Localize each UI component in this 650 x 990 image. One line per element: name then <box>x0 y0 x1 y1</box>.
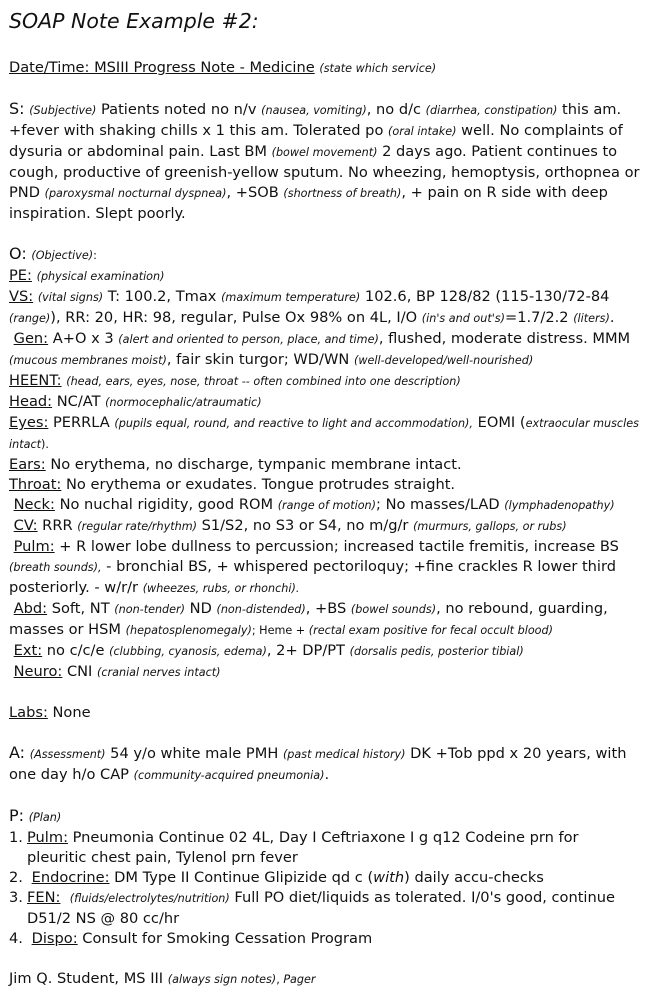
page-title: SOAP Note Example #2: <box>9 9 259 33</box>
signature: Jim Q. Student, MS III (always sign notes), Pager <box>9 970 316 987</box>
ears-exam: Ears: No erythema, no discharge, tympanic membrane intact. <box>9 456 462 473</box>
head-exam: Head: NC/AT (normocephalic/atraumatic) <box>9 393 262 410</box>
header-note: (state which service) <box>319 62 437 75</box>
assessment-letter: A: <box>9 743 26 762</box>
neck-exam: Neck: No nuchal rigidity, good ROM (range of motion); No masses/LAD (lymphadenopathy) <box>13 496 615 513</box>
plan-item-pulm: 1. Pulm: Pneumonia Continue 02 4L, Day I Ceftriaxone I g q12 Codeine prn for pleuritic chest pain, Tylenol prn fever <box>9 829 579 866</box>
date-time-label: Date/Time: MSIII Progress Note - Medicine <box>9 59 315 76</box>
objective-letter: O: <box>9 244 27 263</box>
heent-line: HEENT: (head, ears, eyes, nose, throat -- often combined into one description) <box>9 372 461 389</box>
pe-line: PE: (physical examination) <box>9 267 165 284</box>
objective-section: O: (Objective): PE: (physical examination) VS: (vital signs) T: 100.2, Tmax (maximum temperature) 102.6, BP 128/82 (115-130/72-84 (range)), RR: 20, HR: 98, regular, Pulse Ox 98% on 4L, I/O (in's and out's)=1.7/2.2 (liters). Gen: A+O x 3 (alert and oriented to person, place, and time), flushed, moderate distress. MMM (mucous membranes moist), fair skin turgor; WD/WN (well-developed/well-nourished) HEENT: (head, ears, eyes, nose, throat -- often combined into one description) Head: NC/AT (normocephalic/atraumatic) Eyes: PERRLA (pupils equal, round, and reactive to light and accommodation), EOMI (extraocular muscles intact). Ears: No erythema, no discharge, tympanic membrane intact. Throat: No erythema or exudates. Tongue protrudes straight. Neck: No nuchal rigidity, good ROM (range of motion); No masses/LAD (lymphadenopathy) CV: RRR (regular rate/rhythm) S1/S2, no S3 or S4, no m/g/r (murmurs, gallops, or rubs) Pulm: + R lower lobe dullness to percussion; increased tactile fremitis, increase BS (breath sounds), - bronchial BS, + whispered pectoriloquy; +fine crackles R lower third posteriorly. - w/r/r (wheezes, rubs, or rhonchi). Abd: Soft, NT (non-tender) ND (non-distended), +BS (bowel sounds), no rebound, guarding, masses or HSM (hepatosplenomegaly); Heme + (rectal exam positive for fecal occult blood) Ext: no c/c/e (clubbing, cyanosis, edema), 2+ DP/PT (dorsalis pedis, posterior tibial) Neuro: CNI (cranial nerves intact) <box>9 244 640 683</box>
plan-item-fen: 3. FEN: (fluids/electrolytes/nutrition) Full PO diet/liquids as tolerated. I/0's good, continue D51/2 NS @ 80 cc/hr <box>9 889 615 927</box>
eyes-exam: Eyes: PERRLA (pupils equal, round, and reactive to light and accommodation), EOMI (extraocular muscles intact). <box>9 414 639 451</box>
plan-item-dispo: 4. Dispo: Consult for Smoking Cessation Program <box>9 930 373 947</box>
throat-exam: Throat: No erythema or exudates. Tongue protrudes straight. <box>9 476 456 493</box>
plan-item-endocrine: 2. Endocrine: DM Type II Continue Glipizide qd c (with) daily accu-checks <box>9 869 544 886</box>
general-exam: Gen: A+O x 3 (alert and oriented to person, place, and time), flushed, moderate distress. MMM (mucous membranes moist), fair skin turgor; WD/WN (well-developed/well-nourished) <box>9 330 631 368</box>
vital-signs: VS: (vital signs) T: 100.2, Tmax (maximum temperature) 102.6, BP 128/82 (115-130/72-84 (range)), RR: 20, HR: 98, regular, Pulse Ox 98% on 4L, I/O (in's and out's)=1.7/2.2 (liters). <box>9 288 615 326</box>
labs-section: Labs: None <box>9 704 91 721</box>
plan-list <box>9 828 640 949</box>
cv-exam: CV: RRR (regular rate/rhythm) S1/S2, no S3 or S4, no m/g/r (murmurs, gallops, or rubs) <box>13 517 567 534</box>
ext-exam: Ext: no c/c/e (clubbing, cyanosis, edema), 2+ DP/PT (dorsalis pedis, posterior tibial) <box>13 642 524 659</box>
assessment-section: A: (Assessment) 54 y/o white male PMH (past medical history) DK +Tob ppd x 20 years, with one day h/o CAP (community-acquired pneumonia). <box>9 743 627 783</box>
subjective-letter: S: <box>9 99 25 118</box>
note-header <box>9 58 640 79</box>
neuro-exam: Neuro: CNI (cranial nerves intact) <box>13 663 221 680</box>
abd-exam: Abd: Soft, NT (non-tender) ND (non-distended), +BS (bowel sounds), no rebound, guarding, masses or HSM (hepatosplenomegaly); Heme + (rectal exam positive for fecal occult blood) <box>9 600 608 638</box>
plan-section: P: (Plan) 1. Pulm: Pneumonia Continue 02 4L, Day I Ceftriaxone I g q12 Codeine prn for pleuritic chest pain, Tylenol prn fever 2. Endocrine: DM Type II Continue Glipizide qd c (with) daily accu-checks 3. FEN: (fluids/electrolytes/nutrition) Full PO diet/liquids as tolerated. I/0's good, continue D51/2 NS @ 80 cc/hr 4. Dispo: Consult for Smoking Cessation Program <box>9 806 640 949</box>
subjective-section: S: (Subjective) Patients noted no n/v (nausea, vomiting), no d/c (diarrhea, constipation) this am. +fever with shaking chills x 1 this am. Tolerated po (oral intake) well. No complaints of dysuria or abdominal pain. Last BM (bowel movement) 2 days ago. Patient continues to cough, productive of greenish-yellow sputum. No wheezing, hemoptysis, orthopnea or PND (paroxysmal nocturnal dyspnea), +SOB (shortness of breath), + pain on R side with deep inspiration. Slept poorly. <box>9 99 640 222</box>
pulm-exam: Pulm: + R lower lobe dullness to percussion; increased tactile fremitis, increase BS (breath sounds), - bronchial BS, + whispered pectoriloquy; +fine crackles R lower third posteriorly. - w/r/r (wheezes, rubs, or rhonchi). <box>9 538 619 596</box>
plan-letter: P: <box>9 806 25 825</box>
